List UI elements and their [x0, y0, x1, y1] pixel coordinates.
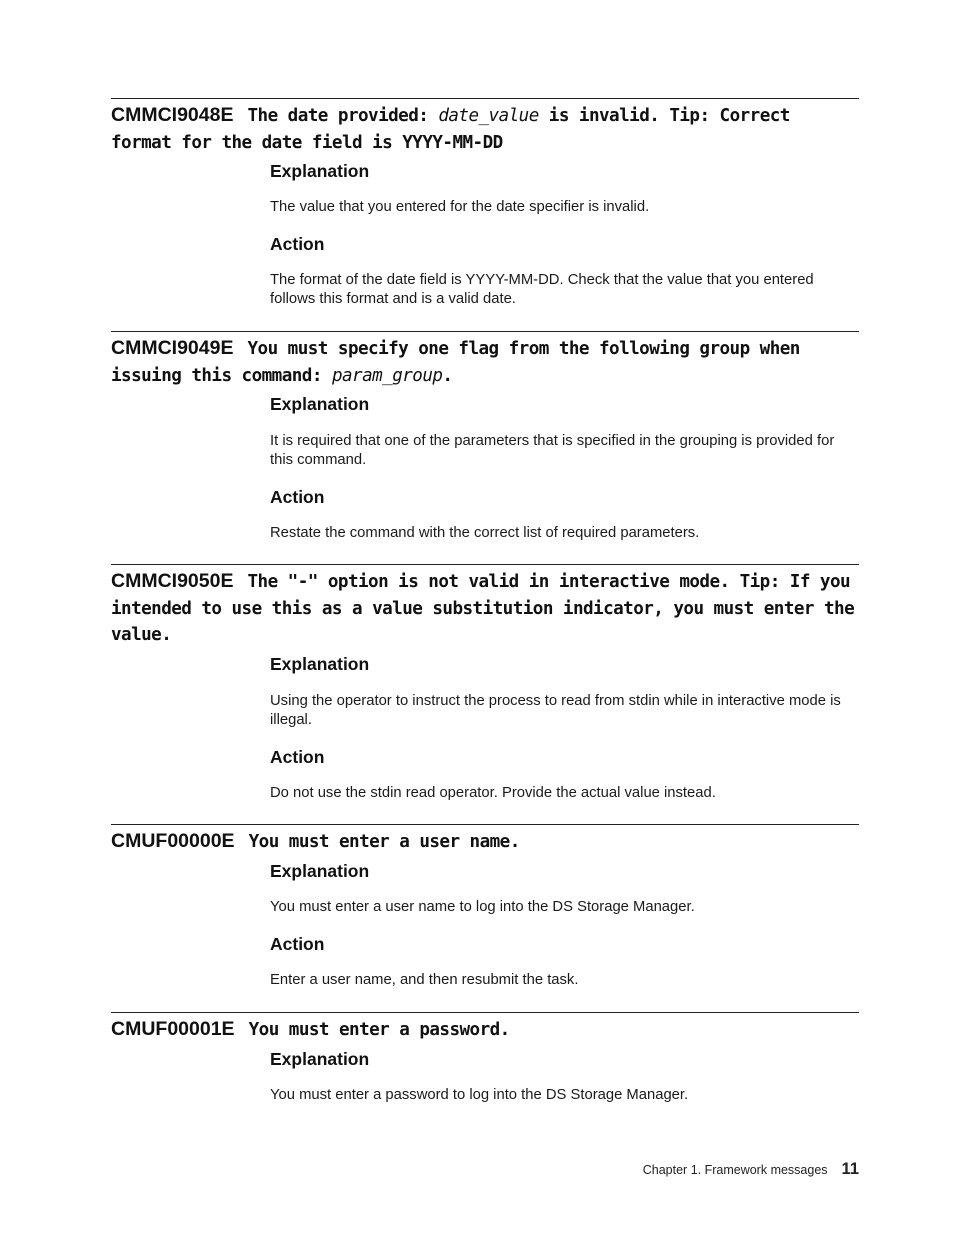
explanation-heading: Explanation: [270, 860, 370, 881]
explanation-heading: Explanation: [270, 394, 370, 414]
chapter-title: Chapter 1. Framework messages: [642, 1163, 828, 1177]
explanation-heading: Explanation: [270, 653, 370, 674]
page-number: 11: [841, 1160, 859, 1178]
message-text: The date provided:: [247, 106, 439, 126]
explanation-text: You must enter a user name to log into the DS Storage Manager.: [270, 898, 695, 915]
message-variable: date_value: [438, 106, 539, 126]
message-code: CMMCI9048E: [111, 104, 234, 126]
message-cmuf00000e: [111, 824, 859, 990]
action-text: Enter a user name, and then resubmit the task.: [270, 971, 579, 988]
message-text: is invalid. Tip: Correct format for the date field is YYYY-MM-DD: [111, 106, 790, 153]
message-code: CMMCI9049E: [111, 337, 234, 359]
explanation-text: You must enter a password to log into the DS Storage Manager.: [270, 1086, 689, 1103]
action-text: Do not use the stdin read operator. Provide the actual value instead.: [270, 784, 716, 801]
message-text: You must enter a user name.: [248, 832, 520, 852]
action-text: The format of the date field is YYYY-MM-DD. Check that the value that you entered follows this format and is a valid date.: [270, 272, 814, 307]
action-heading: Action: [270, 234, 325, 254]
page-footer: [643, 1160, 859, 1179]
message-cmuf00001e: [111, 1012, 859, 1105]
message-heading: [111, 1016, 859, 1044]
message-cmmci9048e: [111, 98, 859, 309]
message-variable: param_group: [331, 365, 443, 386]
message-text: You must enter a password.: [248, 1020, 510, 1040]
message-text: The "-" option is not valid in interactive mode. Tip: If you intended to use this as a value substitution indicator, you must enter the value.: [111, 572, 855, 645]
explanation-text: It is required that one of the parameters that is specified in the grouping is provided for this command.: [270, 433, 835, 468]
message-cmmci9050e: [111, 564, 859, 803]
message-text: You must specify one flag from the following group when issuing this command:: [111, 339, 800, 386]
message-heading: [111, 335, 859, 389]
message-text: .: [442, 365, 453, 386]
explanation-text: Using the operator to instruct the process to read from stdin while in interactive mode is illegal.: [270, 692, 841, 728]
action-heading: Action: [270, 933, 325, 954]
message-heading: [111, 568, 859, 649]
explanation-heading: Explanation: [270, 161, 370, 181]
explanation-text: The value that you entered for the date specifier is invalid.: [270, 199, 650, 215]
explanation-heading: Explanation: [270, 1048, 370, 1069]
action-text: Restate the command with the correct list of required parameters.: [270, 525, 700, 541]
message-code: CMMCI9050E: [111, 570, 234, 592]
action-heading: Action: [270, 746, 325, 767]
message-heading: [111, 102, 859, 156]
message-code: CMUF00000E: [111, 830, 235, 852]
action-heading: Action: [270, 487, 325, 507]
message-heading: [111, 828, 859, 856]
message-code: CMUF00001E: [111, 1018, 235, 1040]
message-cmmci9049e: [111, 331, 859, 543]
